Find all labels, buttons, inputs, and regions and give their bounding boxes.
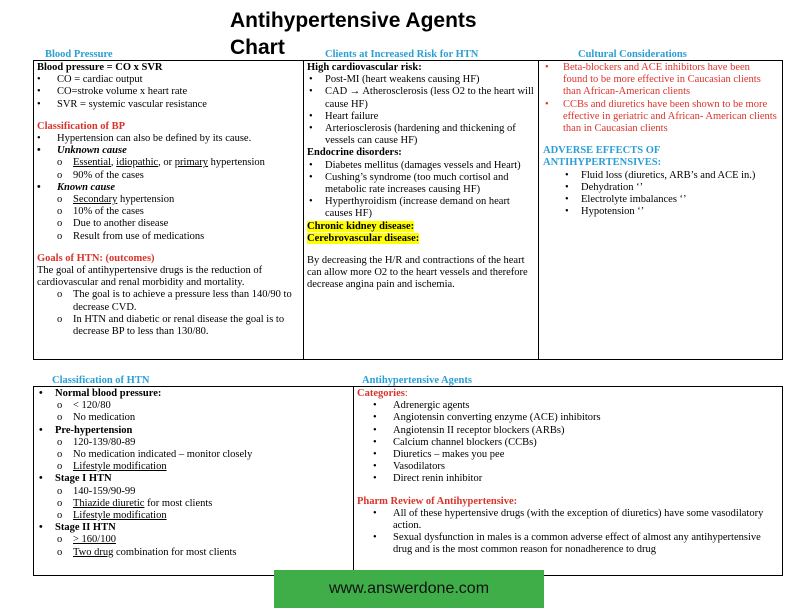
list-item: o Lifestyle modification [57,461,167,473]
list-item: • Direct renin inhibitor [373,473,483,485]
list-item: • Angiotensin II receptor blockers (ARBs) [373,424,565,436]
list-item: • Beta-blockers and ACE inhibitors have been found to be more effective in Caucasian clients than African-American clients [545,62,761,98]
list-item: o 120-139/80-89 [57,436,136,448]
list-item: o Two drug combination for most clients [57,546,237,558]
list-item: o Thiazide diuretic for most clients [57,497,213,509]
title-line-2: Chart [230,36,285,59]
list-item: o > 160/100 [57,534,116,546]
website-banner[interactable]: www.answerdone.com [274,570,544,608]
list-item: o No medication [57,412,136,424]
list-item: o In HTN and diabetic or renal disease the goal is to decrease BP to less than 130/80. [57,313,285,338]
list-item: • CO = cardiac output [37,74,143,86]
list-item: • Hypotension ‘’ [565,206,645,218]
list-item: • Pre-hypertension [39,424,133,436]
list-item: o Lifestyle modification [57,510,167,522]
list-item: • Stage II HTN [39,522,116,534]
categories-label: Categories: [357,388,408,399]
list-item: • Known cause [37,181,116,193]
risk-note: By decreasing the H/R and contractions of the heart can allow more O2 to the heart vessels and therefore decrease angina pain and ischemia. [307,255,528,291]
list-item: • CCBs and diuretics have been shown to be more effective in geriatric and African- American clients than in Caucasian clients [545,98,777,135]
list-item: • Unknown cause [37,145,127,157]
list-item: • Hypertension can also be defined by its cause. [37,133,252,145]
cultural-cell [543,62,777,218]
bp-formula: Blood pressure = CO x SVR [37,62,163,73]
list-item: • Electrolyte imbalances ‘’ [565,194,687,206]
list-item: o 10% of the cases [57,206,144,218]
endocrine-title: Endocrine disorders: [307,147,402,159]
cardio-risk-title: High cardiovascular risk: [307,62,422,73]
list-item: o Secondary hypertension [57,194,175,206]
classification-bp-title: Classification of BP [37,120,126,132]
header-clients-at-risk: Clients at Increased Risk for HTN [325,49,479,60]
header-cultural: Cultural Considerations [578,49,687,60]
list-item: • Adrenergic agents [373,400,470,412]
list-item: • Diuretics – makes you pee [373,449,505,461]
list-item: o No medication indicated – monitor closely [57,449,253,461]
list-item: • Diabetes mellitus (damages vessels and Heart) [309,159,521,171]
goals-title: Goals of HTN: (outcomes) [37,252,155,264]
list-item: o Essential, idiopathic, or primary hypertension [57,157,265,169]
list-item: o 140-159/90-99 [57,485,136,497]
cvd-label: Cerebrovascular disease: [307,232,420,244]
bottom-table-divider [353,386,354,576]
list-item: • CAD → Atherosclerosis (less O2 to the heart will cause HF) [309,86,534,110]
list-item: • CO=stroke volume x heart rate [37,86,188,98]
goals-text: The goal of antihypertensive drugs is the reduction of cardiovascular and renal morbidity and mortality. [37,265,263,289]
list-item: • Hyperthyroidism (increase demand on heart causes HF) [309,196,510,220]
list-item: • Heart failure [309,110,379,122]
list-item: o < 120/80 [57,400,111,412]
list-item: o Due to another disease [57,218,169,230]
list-item: • Dehydration ‘’ [565,181,644,193]
agents-cell [357,388,777,557]
list-item: • SVR = systemic vascular resistance [37,98,207,110]
classification-cell [37,388,349,559]
list-item: • Stage I HTN [39,473,112,485]
list-item: • Fluid loss (diuretics, ARB’s and ACE in.) [565,169,756,181]
risk-cell [307,62,535,292]
title-line-1: Antihypertensive Agents [230,9,477,32]
ckd-label: Chronic kidney disease: [307,220,415,232]
header-blood-pressure: Blood Pressure [45,49,113,60]
list-item: • Angiotensin converting enzyme (ACE) inhibitors [373,412,601,424]
list-item: • Post-MI (heart weakens causing HF) [309,74,480,86]
list-item: • Cushing’s syndrome (too much cortisol and metabolic rate increases causing HF) [309,171,509,196]
list-item: • Vasodilators [373,461,445,473]
list-item: • Sexual dysfunction in males is a common adverse effect of almost any antihypertensive drug and is the most common reason for nonadherence to drug [373,532,761,556]
pharm-review-title: Pharm Review of Antihypertensive: [357,495,518,507]
header-classification: Classification of HTN [52,375,150,386]
header-agents: Antihypertensive Agents [362,375,472,386]
list-item: o Result from use of medications [57,230,205,242]
list-item: • All of these hypertensive drugs (with the exception of diuretics) have some vasodilatory action. [373,507,764,532]
adverse-effects-title: ADVERSE EFFECTS OF ANTIHYPERTENSIVES: [543,145,662,169]
list-item: o The goal is to achieve a pressure less than 140/90 to decrease CVD. [57,289,292,313]
list-item: o 90% of the cases [57,169,144,181]
blood-pressure-cell [37,62,299,338]
list-item: • Normal blood pressure: [39,388,162,399]
list-item: • Arteriosclerosis (hardening and thickening of vessels can cause HF) [309,123,516,147]
list-item: • Calcium channel blockers (CCBs) [373,436,537,448]
